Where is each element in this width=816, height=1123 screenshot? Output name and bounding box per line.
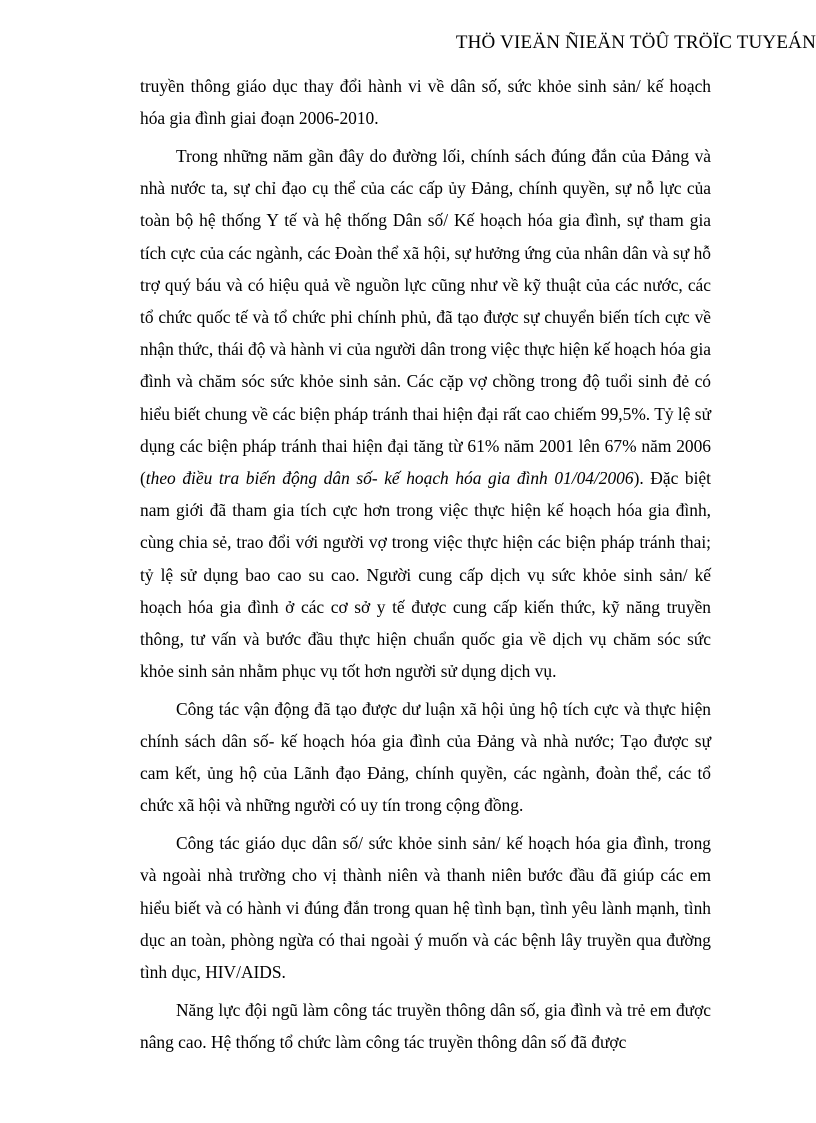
document-body: [140, 70, 711, 1064]
paragraph-3: Công tác vận động đã tạo được dư luận xã hội ủng hộ tích cực và thực hiện chính sách dân số- kế hoạch hóa gia đình của Đảng và nhà nước; Tạo được sự cam kết, ủng hộ của Lãnh đạo Đảng, chính quyền, các ngành, đoàn thể, các tổ chức xã hội và những người có uy tín trong cộng đồng.: [140, 698, 711, 816]
paragraph-5: Năng lực đội ngũ làm công tác truyền thông dân số, gia đình và trẻ em được nâng cao. Hệ thống tổ chức làm công tác truyền thông dân số đã được: [140, 999, 711, 1052]
paragraph-2-italic-citation: theo điều tra biến động dân số- kế hoạch hóa gia đình 01/04/2006: [145, 467, 634, 488]
paragraph-1: truyền thông giáo dục thay đổi hành vi về dân số, sức khỏe sinh sản/ kế hoạch hóa gia đình giai đoạn 2006-2010.: [140, 76, 711, 129]
paragraph-4: Công tác giáo dục dân số/ sức khỏe sinh sản/ kế hoạch hóa gia đình, trong và ngoài nhà trường cho vị thành niên và thanh niên bước đầu đã giúp các em hiểu biết và có hành vi đúng đắn trong quan hệ tình bạn, tình yêu lành mạnh, tình dục an toàn, phòng ngừa có thai ngoài ý muốn và các bệnh lây truyền qua đường tình dục, HIV/AIDS.: [140, 833, 711, 982]
paragraph-2: [140, 140, 711, 687]
page-header-title: THÖ VIEÄN ÑIEÄN TÖÛ TRÖÏC TUYEÁN: [455, 32, 816, 53]
paragraph-2-text-after: ). Đặc biệt nam giới đã tham gia tích cực hơn trong việc thực hiện kế hoạch hóa gia đình, cùng chia sẻ, trao đổi với người vợ trong việc thực hiện các biện pháp tránh thai; tỷ lệ sử dụng bao cao su cao. Người cung cấp dịch vụ sức khỏe sinh sản/ kế hoạch hóa gia đình ở các cơ sở y tế được cung cấp kiến thức, kỹ năng truyền thông, tư vấn và bước đầu thực hiện chuẩn quốc gia về dịch vụ chăm sóc sức khỏe sinh sản nhằm phục vụ tốt hơn người sử dụng dịch vụ.: [140, 467, 711, 682]
paragraph-2-text-before: Trong những năm gần đây do đường lối, chính sách đúng đắn của Đảng và nhà nước ta, sự chỉ đạo cụ thể của các cấp ủy Đảng, chính quyền, sự nỗ lực của toàn bộ hệ thống Y tế và hệ thống Dân số/ Kế hoạch hóa gia đình, sự tham gia tích cực của các ngành, các Đoàn thể xã hội, sự hưởng ứng của nhân dân và sự hỗ trợ quý báu và có hiệu quả về nguồn lực cũng như về kỹ thuật của các nước, các tổ chức quốc tế và tổ chức phi chính phủ, đã tạo được sự chuyển biến tích cực về nhận thức, thái độ và hành vi của người dân trong việc thực hiện kế hoạch hóa gia đình và chăm sóc sức khỏe sinh sản. Các cặp vợ chồng trong độ tuổi sinh đẻ có hiểu biết chung về các biện pháp tránh thai hiện đại rất cao chiếm 99,5%. Tỷ lệ sử dụng các biện pháp tránh thai hiện đại tăng từ 61% năm 2001 lên 67% năm 2006 (: [140, 145, 711, 488]
